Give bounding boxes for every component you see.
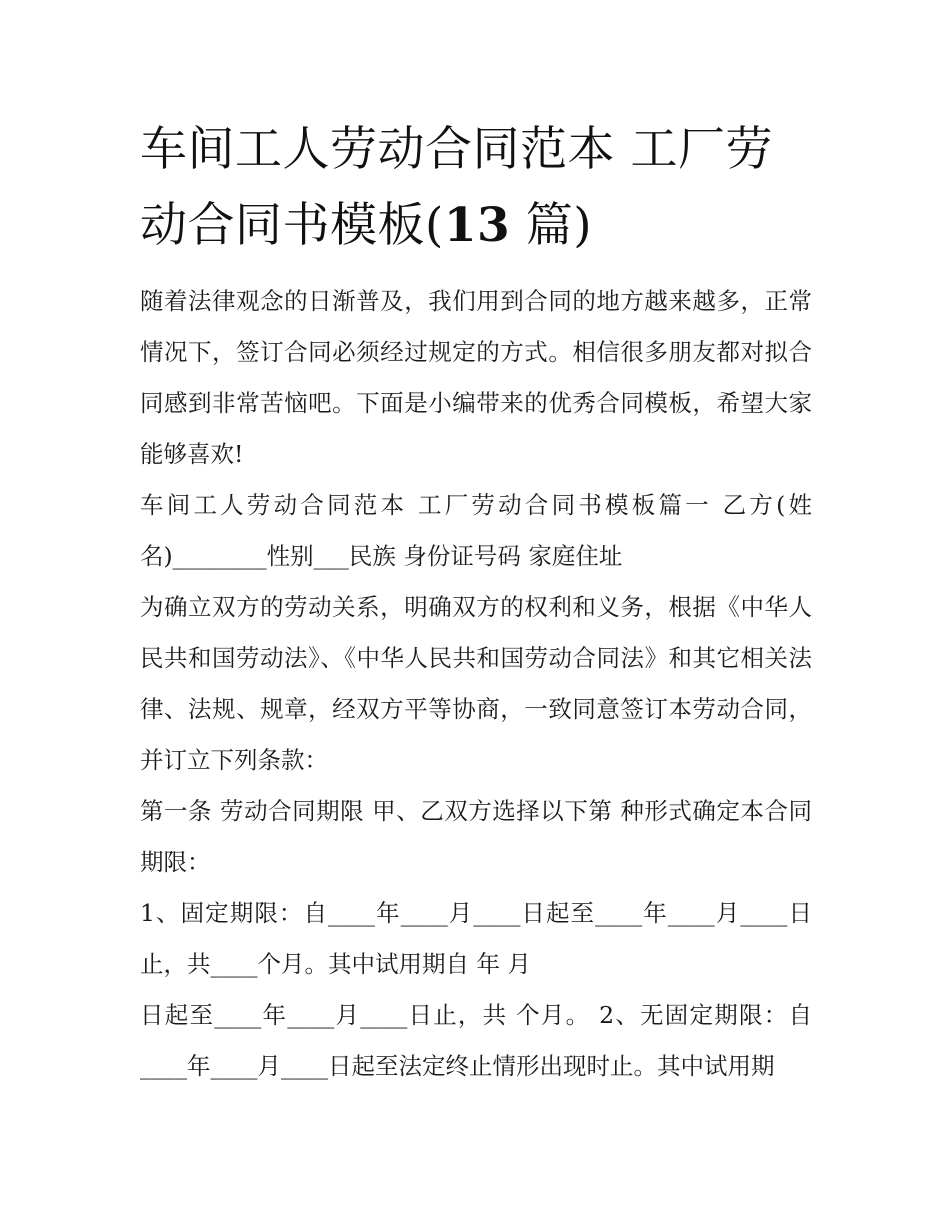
party-info-paragraph: 车间工人劳动合同范本 工厂劳动合同书模板篇一 乙方(姓名)________性别___民族 身份证号码 家庭住址 (140, 491, 812, 570)
title-number: 13 (443, 198, 511, 253)
article-one-paragraph: 第一条 劳动合同期限 甲、乙双方选择以下第 种形式确定本合同期限： (140, 797, 812, 876)
document-body (140, 276, 812, 1092)
open-term-paragraph: 日起至____年____月____日止，共 个月。 2、无固定期限：自____年____月____日起至法定终止情形出现时止。其中试用期 (140, 1001, 812, 1080)
title-text-main: 车间工人劳动合同范本 工厂劳动合同书模板( (140, 122, 773, 253)
document-content (140, 112, 812, 1092)
fixed-term-paragraph: 1、固定期限：自____年____月____日起至____年____月____日止，共____个月。其中试用期自 年 月 (140, 899, 812, 978)
purpose-paragraph: 为确立双方的劳动关系，明确双方的权利和义务，根据《中华人民共和国劳动法》、《中华人民共和国劳动合同法》和其它相关法律、法规、规章，经双方平等协商，一致同意签订本劳动合同，并订立下列条款： (140, 593, 812, 774)
document-title (140, 112, 812, 264)
title-text-end: 篇) (510, 198, 593, 253)
intro-paragraph: 随着法律观念的日渐普及，我们用到合同的地方越来越多，正常情况下，签订合同必须经过规定的方式。相信很多朋友都对拟合同感到非常苦恼吧。下面是小编带来的优秀合同模板，希望大家能够喜欢! (140, 287, 812, 468)
